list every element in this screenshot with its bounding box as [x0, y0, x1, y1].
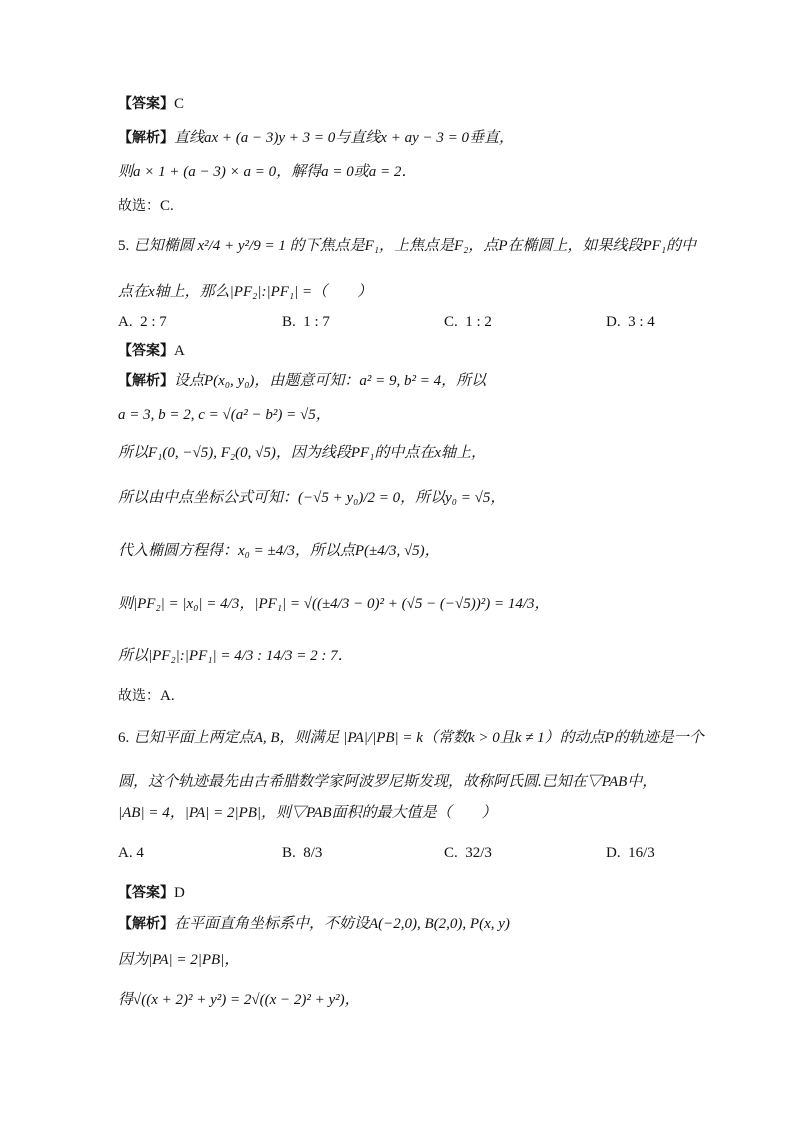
answer-value: A	[174, 343, 185, 359]
question-stem: 已知椭圆 x²/4 + y²/9 = 1 的下焦点是F₁，上焦点是F₂，点P在椭圆上，如果线段PF₁的中	[133, 238, 697, 254]
question-6-stem-3: |AB| = 4，|PA| = 2|PB|，则▽PAB面积的最大值是（ ）	[118, 805, 497, 821]
answer-value: C	[174, 96, 185, 112]
analysis-text: 在平面直角坐标系中，不妨设A(−2,0), B(2,0), P(x, y)	[174, 916, 510, 932]
option-b[interactable]: B. 1 : 7	[282, 314, 330, 330]
analysis-row-q5-7: 所以|PF₂|:|PF₁| = 4/3 : 14/3 = 2 : 7．	[118, 648, 353, 664]
analysis-label: 【解析】	[118, 916, 174, 932]
analysis-row-q5-4: 所以由中点坐标公式可知：(−√5 + y₀)/2 = 0，所以y₀ = √5，	[118, 490, 506, 506]
analysis-text: 直线ax + (a − 3)y + 3 = 0与直线x + ay − 3 = 0垂直，	[174, 130, 514, 146]
analysis-row-q6-3: 得√((x + 2)² + y²) = 2√((x − 2)² + y²)，	[118, 992, 360, 1008]
analysis-row-q5-3: 所以F₁(0, −√5), F₂(0, √5)，因为线段PF₁的中点在x轴上，	[118, 445, 487, 461]
option-c[interactable]: C. 1 : 2	[444, 314, 492, 330]
question-6-stem-2: 圆，这个轨迹最先由古希腊数学家阿波罗尼斯发现，故称阿氏圆.已知在▽PAB中，	[118, 774, 658, 790]
answer-row-q6	[118, 883, 185, 903]
choose-row-q4	[118, 196, 174, 216]
option-d[interactable]: D. 3 : 4	[606, 314, 655, 330]
analysis-row-q6-2: 因为|PA| = 2|PB|，	[118, 952, 240, 968]
question-5-stem-1	[118, 236, 696, 256]
analysis-row-q4-1	[118, 128, 514, 148]
answer-value: D	[174, 885, 185, 901]
analysis-label: 【解析】	[118, 373, 174, 389]
analysis-row-q5-1	[118, 371, 486, 391]
choose-row-q5	[118, 686, 175, 706]
option-b[interactable]: B. 8/3	[282, 845, 323, 861]
option-c[interactable]: C. 32/3	[444, 845, 492, 861]
option-a[interactable]: A. 2 : 7	[118, 314, 167, 330]
analysis-label: 【解析】	[118, 130, 174, 146]
choose-value: C.	[160, 198, 174, 214]
analysis-row-q4-2: 则a × 1 + (a − 3) × a = 0，解得a = 0或a = 2．	[118, 164, 417, 180]
answer-row-q4	[118, 94, 184, 114]
answer-label: 【答案】	[118, 96, 174, 112]
choose-label: 故选：	[118, 688, 160, 704]
choose-label: 故选：	[118, 198, 160, 214]
analysis-row-q5-2: a = 3, b = 2, c = √(a² − b²) = √5，	[118, 407, 331, 423]
question-number: 5.	[118, 238, 130, 254]
choose-value: A.	[160, 688, 175, 704]
question-stem: 已知平面上两定点A, B，则满足 |PA|/|PB| = k（常数k > 0且k ≠ 1）的动点P的轨迹是一个	[133, 730, 704, 746]
option-d[interactable]: D. 16/3	[606, 845, 655, 861]
answer-row-q5	[118, 341, 185, 361]
answer-label: 【答案】	[118, 885, 174, 901]
option-a[interactable]: A. 4	[118, 845, 144, 861]
question-number: 6.	[118, 730, 130, 746]
analysis-text: 设点P(x₀, y₀)，由题意可知：a² = 9, b² = 4，所以	[174, 373, 487, 389]
analysis-row-q6-1	[118, 914, 510, 934]
question-5-stem-2: 点在x轴上，那么|PF₂|:|PF₁| =（ ）	[118, 284, 373, 300]
answer-label: 【答案】	[118, 343, 174, 359]
analysis-row-q5-5: 代入椭圆方程得：x₀ = ±4/3，所以点P(±4/3, √5)，	[118, 543, 440, 559]
question-6-stem-1	[118, 728, 704, 748]
analysis-row-q5-6: 则|PF₂| = |x₀| = 4/3，|PF₁| = √((±4/3 − 0)² + (√5 − (−√5))²) = 14/3，	[118, 596, 550, 612]
